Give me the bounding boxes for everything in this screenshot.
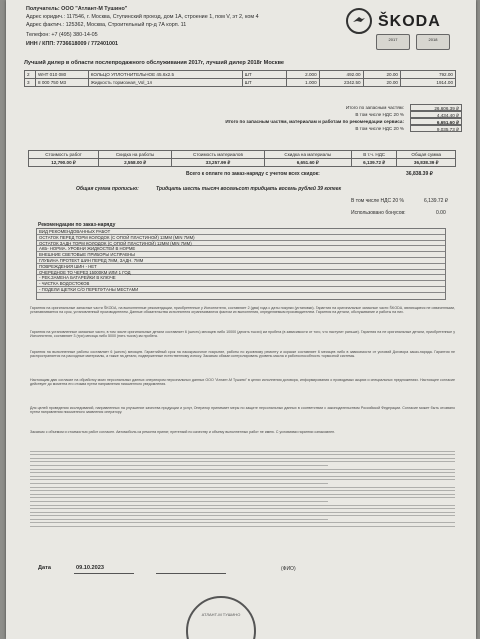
- table-cell: 2342.50: [319, 79, 363, 87]
- recommendation-item: ОЧЕРЕДНОЕ ТО ЧЕРЕЗ 15000КМ ИЛИ 1 ГОД: [37, 270, 445, 276]
- recommendation-item: ГЛУБИНА ПРОТЕКТ ШИН ПЕРЕД 7ММ, ЗАДН. 7ММ: [37, 258, 445, 264]
- print-line: [30, 458, 455, 459]
- table-cell: WHT 010 080: [35, 71, 88, 79]
- warranty-text-3: Гарантия на выполненные работы составляет 6 (шесть) месяцев. Гарантийный срок на лакокрасочное покрытие, работы по кузовному ремонту и окраске составляет 6 месяцев либо в зависимости от условий Договора заказ-наряда. Гарантия не распространяется на расходные материалы, а также на детали, подверженные естественному износу. Заказчик обязан контролировать уровень масла и работоспособность тормозной системы.: [30, 350, 455, 359]
- cost-value-cell: 12,790.00 ₽: [29, 159, 99, 167]
- print-line: [30, 508, 455, 509]
- cost-header-cell: Скидка на работы: [99, 151, 172, 159]
- award-badge-2018: 2018: [416, 34, 450, 50]
- cost-value-cell: 6,139.72 ₽: [351, 159, 397, 167]
- recommendations-title: Рекомендации по заказ-наряду: [38, 222, 116, 228]
- table-cell: 2: [25, 71, 36, 79]
- fine-print-lines: [30, 448, 455, 530]
- table-cell: ШТ: [242, 71, 286, 79]
- inn-kpp: ИНН / КПП: 7736618009 / 772401001: [26, 41, 118, 47]
- cost-header-cell: Стоимость материалов: [172, 151, 264, 159]
- consent-text: Настоящим даю согласие на обработку моих персональных данных оператором персональных данных ООО "Атлант-М Тушино" в целях исполнения договора, информирования о проводимых акциях и специальных предложениях. Настоящее согласие действует до момента его отзыва путем направления письменного уведомления.: [30, 378, 455, 387]
- company-stamp: АТЛАНТ-М ТУШИНО: [186, 596, 256, 639]
- legal-address: Адрес юридич.: 117546, г. Москва, Ступинский проезд, дом 1А, строение 1, пом V, эт 2, ком 4: [26, 14, 259, 20]
- signature-line: [156, 573, 226, 574]
- print-line: [30, 479, 455, 480]
- amount-words-label: Общая сумма прописью:: [76, 186, 139, 192]
- fio-label: (ФИО): [281, 566, 296, 572]
- acceptance-text: Заказчик с объемом и стоимостью работ согласен. Автомобиль из ремонта принят, претензий по качеству и объему выполненных работ не имею. С условиями гарантии ознакомлен.: [30, 430, 336, 434]
- brand-wordmark: ŠKODA: [378, 13, 441, 30]
- print-line: [30, 465, 328, 466]
- recommendations-list: [36, 228, 446, 300]
- print-line: [30, 512, 455, 513]
- date-label: Дата: [38, 565, 51, 571]
- print-line: [30, 501, 328, 502]
- skoda-logo: [346, 4, 466, 44]
- table-cell: Жидкость тормозная_Vol_1л: [88, 79, 242, 87]
- table-cell: 492.00: [319, 71, 363, 79]
- table-cell: 2.000: [286, 71, 319, 79]
- recipient: Получатель: ООО "Атлант-М Тушино": [26, 6, 128, 12]
- print-line: [30, 469, 455, 470]
- recommendation-item: - ЧИСТКА ВОДОСТОКОВ: [37, 281, 445, 287]
- cost-header-cell: Стоимость работ: [29, 151, 99, 159]
- print-line: [30, 461, 455, 462]
- table-cell: 1.000: [286, 79, 319, 87]
- dealer-title: Лучший дилер в области послепродажного обслуживания 2017г, лучший дилер 2018г Москве: [24, 60, 285, 66]
- table-cell: 20.00: [363, 71, 400, 79]
- print-line: [30, 505, 455, 506]
- cost-table: [28, 150, 456, 167]
- print-line: [30, 526, 455, 527]
- invoice-sheet: Получатель: ООО "Атлант-М Тушино" Адрес юридич.: 117546, г. Москва, Ступинский проезд, дом 1А, строение 1, пом V, эт 2, ком 4 Адрес фактич.: 125362, Москва, Строительный пр-д 7А корп. 11 Телефон: +7 (495) 380-14-05 ИНН / КПП: 7736618009 / 772401001 ŠKODA 2017 2018 Лучший дилер в области послепродажного обслуживания 2017г, лучший дилер 2018г Москве 2 WHT 010 080 КОЛЬЦО УПЛОТНИТЕЛЬНОЕ 45.6x2.5 ШТ 2.000 492.00 20.00 792.00 3 8 000 750 M3 Жидкость тормозная_Vol_1л ШТ 1.000 2342.50 20.00 1914.00 Итого по запасным частям: 26,606.39 ₽ В том числе НДС 20 % 4,434.40 ₽ Итого по запасным частям, материалам и работам по рекомендации сервиса: 6,651.60 ₽ В том числе НДС 20 % 9,035.73 ₽ Стоимость работ Скидка на работы Стоимость материалов Скидка на материалы В т.ч. НДС Общая сумма 12,790.00 ₽ 2,558.00 ₽ 33,257.99 ₽ 6,651.60 ₽ 6,139.72 ₽ 36,838.39 ₽ Всего к оплате по заказ-наряду с учетом всех скидок: 36,838.39 ₽ Общая сумма прописью: Тридцать шесть тысяч восемьсот тридцать восемь рублей 39 копеек В том числе НДС 20 % 6,139.72 ₽ Использовано бонусов: 0.00 Рекомендации по заказ-наряду ВИД РЕКОМЕНДОВАННЫХ РАБОТ ОСТАТОК ПЕРЕД ТОРМ КОЛОДОК (С ОПОЙ ПЛАСТИНОЙ) 13ММ (MIN 7ММ) ОСТАТОК ЗАДН ТОРМ КОЛОДОК (С ОПОЙ ПЛАСТИНОЙ) 12ММ (MIN 7ММ) АКБ- НОРМА. УРОВНИ ЖИДКОСТЕЙ В НОРМЕ ВНЕШНИЕ СВЕТОВЫЕ ПРИБОРЫ ИСПРАВНЫ ГЛУБИНА ПРОТЕКТ ШИН ПЕРЕД 7ММ, ЗАДН. 7ММ ПОВРЕЖДЕНИЯ ШИН - НЕТ ОЧЕРЕДНОЕ ТО ЧЕРЕЗ 15000КМ ИЛИ 1 ГОД - РЕК.ЗАМЕНА БАТАРЕЙКИ В КЛЮЧЕ - ЧИСТКА ВОДОСТОКОВ - ПОДЕЛИ ЩЕТКИ С/О ПЕРЕПУТАНЫ МЕСТАМИ Гарантия на оригинальные запасные части ŠKODA, на выполненные рекомендации, приобретенные у Исполнителя, составляет 2 (два) года с даты покупки (установки). Гарантия на оригинальные запасные части ŠKODA, являющиеся не охваченными, устанавливается на срок, установленный производителем. Данные обязательства исполнителя ограничиваются фактом их выполнения, определяемым производителем. Гарантия на детали, обслуживание и работы на них. Гарантия на установленные запасные части, в том числе оригинальные детали составляет 6 (шесть) месяцев либо 10000 (десять тысяч) км пробега (в зависимости от того, что наступит раньше). Гарантия на не оригинальные детали, приобретенные у Исполнителя, составляет 3 (три) месяца либо 5000 (пять тысяч) км пробега. Гарантия на выполненные работы составляет 6 (шесть) месяцев. Гарантийный срок на лакокрасочное покрытие, работы по кузовному ремонту и окраске составляет 6 месяцев либо в зависимости от условий Договора заказ-наряда. Гарантия не распространяется на расходные материалы, а также на детали, подверженные естественному износу. Заказчик обязан контролировать уровень масла и работоспособность тормозной системы. Настоящим даю согласие на обработку моих персональных данных оператором персональных данных ООО "Атлант-М Тушино" в целях исполнения договора, информирования о проводимых акциях и специальных предложениях. Настоящее согласие действует до момента его отзыва путем направления письменного уведомления. Для целей проведения исследований, направленных на улучшение качества продукции и услуг, Оператор принимает меры по защите персональных данных в соответствии с законодательством Российской Федерации. Согласие может быть отозвано путем направления письменного заявления оператору. Заказчик с объемом и стоимостью работ согласен. Автомобиль из ремонта принят, претензий по качеству и объему выполненных работ не имею. С условиями гарантии ознакомлен. Дата 09.10.2023 (ФИО) АТЛАНТ-М ТУШИНО: [6, 0, 476, 639]
- table-cell: ШТ: [242, 79, 286, 87]
- actual-address: Адрес фактич.: 125362, Москва, Строительный пр-д 7А корп. 11: [26, 22, 187, 28]
- recommendation-item: - ПОДЕЛИ ЩЕТКИ С/О ПЕРЕПУТАНЫ МЕСТАМИ: [37, 287, 445, 293]
- print-line: [30, 454, 455, 455]
- table-row: [25, 71, 456, 79]
- date-underline: [74, 573, 134, 574]
- table-cell: 3: [25, 79, 36, 87]
- table-cell: 792.00: [400, 71, 455, 79]
- warranty-text-2: Гарантия на установленные запасные части, в том числе оригинальные детали составляет 6 (шесть) месяцев либо 10000 (десять тысяч) км пробега (в зависимости от того, что наступит раньше). Гарантия на не оригинальные детали, приобретенные у Исполнителя, составляет 3 (три) месяца либо 5000 (пять тысяч) км пробега.: [30, 330, 455, 339]
- table-cell: КОЛЬЦО УПЛОТНИТЕЛЬНОЕ 45.6x2.5: [88, 71, 242, 79]
- cost-header-cell: Общая сумма: [397, 151, 456, 159]
- table-cell: 20.00: [363, 79, 400, 87]
- recommendation-item: ВИД РЕКОМЕНДОВАННЫХ РАБОТ: [37, 229, 445, 235]
- amount-words: Тридцать шесть тысяч восемьсот тридцать восемь рублей 39 копеек: [156, 186, 342, 192]
- bonus-value: 0.00: [436, 210, 446, 216]
- table-cell: 8 000 750 M3: [35, 79, 88, 87]
- print-line: [30, 451, 455, 452]
- print-line: [30, 490, 455, 491]
- recommendation-item: АКБ- НОРМА. УРОВНИ ЖИДКОСТЕЙ В НОРМЕ: [37, 246, 445, 252]
- phone: Телефон: +7 (495) 380-14-05: [26, 32, 98, 38]
- warranty-text-1: Гарантия на оригинальные запасные части ŠKODA, на выполненные рекомендации, приобретенные у Исполнителя, составляет 2 (два) года с даты покупки (установки). Гарантия на оригинальные запасные части ŠKODA, являющиеся не охваченными, устанавливается на срок, установленный производителем. Данные обязательства исполнителя ограничиваются фактом их выполнения, определяемым производителем. Гарантия на детали, обслуживание и работы на них.: [30, 306, 455, 315]
- vat-label: В том числе НДС 20 %: [351, 198, 404, 204]
- print-line: [30, 519, 328, 520]
- cost-value-cell: 6,651.60 ₽: [264, 159, 351, 167]
- parts-table: [24, 70, 456, 87]
- recommendation-item: ВНЕШНИЕ СВЕТОВЫЕ ПРИБОРЫ ИСПРАВНЫ: [37, 252, 445, 258]
- award-badge-2017: 2017: [376, 34, 410, 50]
- recommendation-item: ОСТАТОК ЗАДН ТОРМ КОЛОДОК (С ОПОЙ ПЛАСТИНОЙ) 12ММ (MIN 7ММ): [37, 241, 445, 247]
- date-value: 09.10.2023: [76, 565, 104, 571]
- vat-value: 6,139.72 ₽: [424, 198, 449, 204]
- print-line: [30, 494, 455, 495]
- cost-value-cell: 36,838.39 ₽: [397, 159, 456, 167]
- print-line: [30, 497, 455, 498]
- cost-value-cell: 2,558.00 ₽: [99, 159, 172, 167]
- print-line: [30, 483, 328, 484]
- print-line: [30, 476, 455, 477]
- bonus-label: Использовано бонусов:: [351, 210, 406, 216]
- table-row: [25, 79, 456, 87]
- print-line: [30, 515, 455, 516]
- table-cell: 1914.00: [400, 79, 455, 87]
- print-line: [30, 487, 455, 488]
- skoda-arrow-icon: [346, 8, 372, 34]
- print-line: [30, 472, 455, 473]
- print-line: [30, 522, 455, 523]
- recommendation-item: - РЕК.ЗАМЕНА БАТАРЕЙКИ В КЛЮЧЕ: [37, 275, 445, 281]
- payable-value: 36,838.39 ₽: [406, 171, 433, 177]
- recommendation-item: ПОВРЕЖДЕНИЯ ШИН - НЕТ: [37, 264, 445, 270]
- recommendation-item: ОСТАТОК ПЕРЕД ТОРМ КОЛОДОК (С ОПОЙ ПЛАСТИНОЙ) 13ММ (MIN 7ММ): [37, 235, 445, 241]
- research-text: Для целей проведения исследований, направленных на улучшение качества продукции и услуг, Оператор принимает меры по защите персональных данных в соответствии с законодательством Российской Федерации. Согласие может быть отозвано путем направления письменного заявления оператору.: [30, 406, 455, 415]
- payable-label: Всего к оплате по заказ-наряду с учетом всех скидок:: [186, 171, 320, 177]
- cost-value-cell: 33,257.99 ₽: [172, 159, 264, 167]
- cost-header-cell: Скидка на материалы: [264, 151, 351, 159]
- cost-header-cell: В т.ч. НДС: [351, 151, 397, 159]
